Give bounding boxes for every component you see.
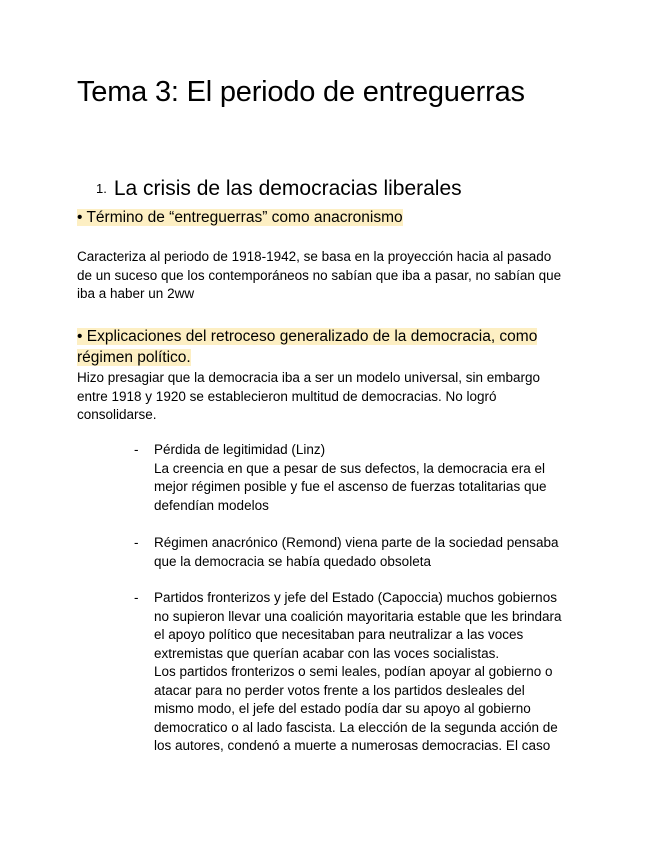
section-heading-text: La crisis de las democracias liberales (113, 177, 462, 200)
list-dash: - (134, 535, 139, 550)
section-heading (96, 174, 462, 202)
list-item-partidos (134, 589, 562, 756)
subheading-explicaciones (77, 326, 537, 368)
list-item-line: que la democracia se había quedado obsoleta (154, 553, 431, 569)
subheading-entreguerras-text: • Término de “entreguerras” como anacronismo (77, 209, 403, 226)
paragraph-line: Caracteriza al periodo de 1918-1942, se basa en la proyección hacia al pasado (77, 249, 552, 264)
list-item-line: el apoyo político que necesitaban para neutralizar a las voces (154, 627, 524, 642)
list-item-line: democratico o al lado fascista. La elección de la segunda acción de (154, 719, 558, 735)
list-item-line: no supieron llevar una coalición mayoritaria estable que les brindara (154, 608, 562, 624)
list-item-line: mejor régimen posible y fue el ascenso de fuerzas totalitarias que (154, 479, 547, 494)
list-item-line: extremistas que querían acabar con las voces socialistas. (154, 645, 500, 661)
list-item-line: mismo modo, el jefe del estado podía dar su apoyo al gobierno (154, 701, 531, 716)
paragraph-democracia (77, 369, 540, 425)
list-item-line: La creencia en que a pesar de sus defectos, la democracia era el (154, 460, 545, 476)
paragraph-line: de un suceso que los contemporáneos no sabían que iba a pasar, no sabían que (77, 267, 562, 283)
paragraph-line: Hizo presagiar que la democracia iba a ser un modelo universal, sin embargo (77, 370, 540, 385)
section-number: 1. (96, 181, 107, 196)
paragraph-line: iba a haber un 2ww (77, 286, 195, 301)
list-item-line: Los partidos fronterizos o semi leales, podían apoyar al gobierno o (154, 664, 553, 679)
list-item-line: los autores, condenó a muerte a numerosas democracias. El caso (154, 738, 551, 753)
list-dash: - (134, 442, 139, 457)
list-item-anacronico (134, 534, 559, 571)
paragraph-line: consolidarse. (77, 407, 157, 422)
page-title: Tema 3: El periodo de entreguerras (77, 76, 525, 108)
subheading-explicaciones-line: régimen político. (77, 349, 191, 366)
list-item-line: atacar para no perder votos frente a los partidos desleales del (154, 682, 525, 698)
list-item-line: Partidos fronterizos y jefe del Estado (Capoccia) muchos gobiernos (154, 590, 557, 605)
list-item-line: Régimen anacrónico (Remond) viena parte de la sociedad pensaba (154, 535, 559, 550)
list-dash: - (134, 590, 139, 605)
subheading-explicaciones-line: • Explicaciones del retroceso generalizado de la democracia, como (77, 328, 538, 345)
paragraph-anacronismo (77, 248, 561, 304)
subheading-entreguerras (77, 207, 403, 228)
paragraph-line: entre 1918 y 1920 se establecieron multitud de democracias. No logró (77, 388, 497, 404)
list-item-line: defendían modelos (154, 497, 269, 513)
list-item-legitimidad (134, 441, 546, 515)
list-item-line: Pérdida de legitimidad (Linz) (154, 442, 326, 457)
